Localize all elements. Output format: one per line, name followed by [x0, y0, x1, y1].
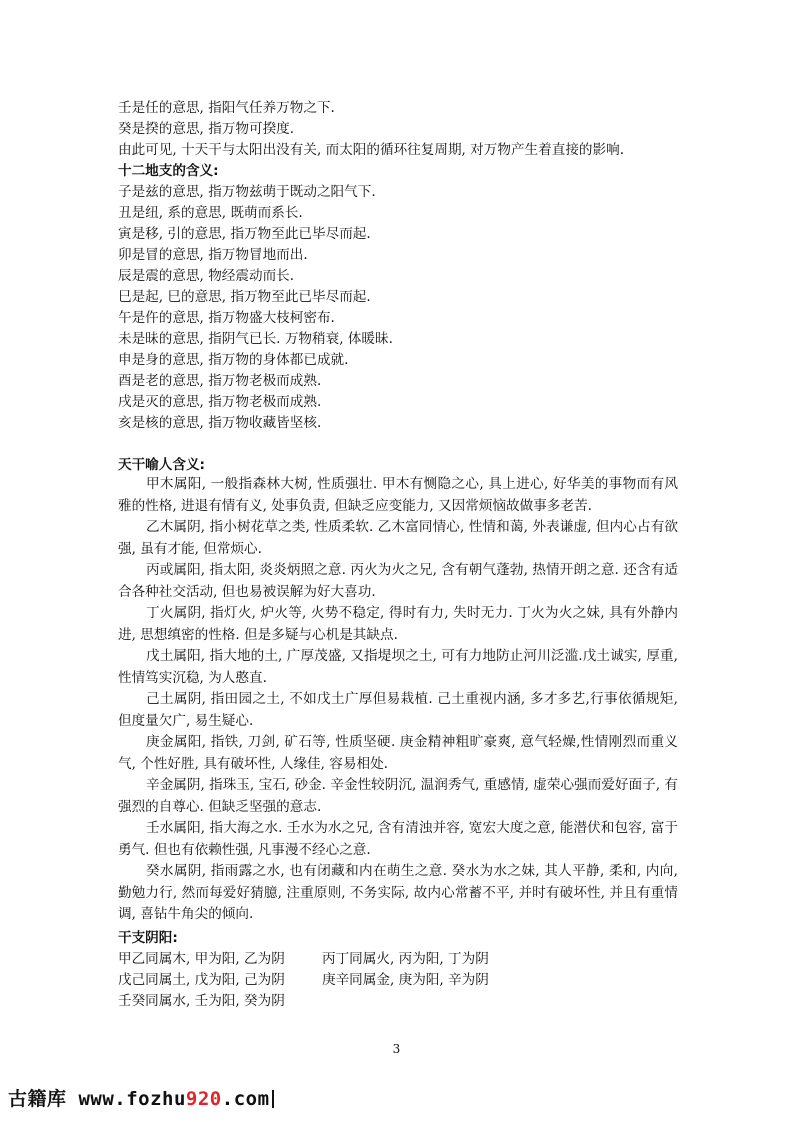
gan-paragraph-yi: 乙木属阴, 指小树花草之类, 性质柔软. 乙木富同情心, 性情和蔼, 外表谦虚, 但内心占有欲强, 虽有才能, 但常烦心.: [118, 519, 678, 557]
zhi-line: 酉是老的意思, 指万物老极而成熟.: [118, 373, 322, 389]
zhi-line: 巳是起, 巳的意思, 指万物至此已毕尽而起.: [118, 289, 371, 305]
zhi-line: 子是兹的意思, 指万物兹萌于既动之阳气下.: [118, 184, 376, 200]
zhi-line: 未是昧的意思, 指阴气已长. 万物稍衰, 体暖昧.: [118, 331, 393, 347]
gan-paragraph-jia: 甲木属阳, 一般指森林大树, 性质强壮. 甲木有恻隐之心, 具上进心, 好华美的事物而有风雅的性格, 进退有情有义, 处事负责, 但缺乏应变能力, 又因常烦恼故做事多老苦.: [118, 476, 678, 514]
yinyang-left-line: 甲乙同属木, 甲为阳, 乙为阴: [118, 951, 285, 967]
text-line: 癸是揆的意思, 指万物可揆度.: [118, 121, 295, 137]
zhi-line: 丑是纽, 系的意思, 既萌而系长.: [118, 205, 303, 221]
text-line: 壬是任的意思, 指阳气任养万物之下.: [118, 100, 335, 116]
gan-paragraph-xin: 辛金属阴, 指珠玉, 宝石, 砂金. 辛金性较阴沉, 温润秀气, 重感情, 虚荣心强而爱好面子, 有强烈的自尊心. 但缺乏坚强的意志.: [118, 777, 678, 815]
page-number: 3: [392, 1042, 401, 1056]
watermark-url-number: 920: [185, 1088, 222, 1110]
section-heading-zhi: 十二地支的含义:: [118, 163, 219, 179]
gan-paragraph-geng: 庚金属阳, 指铁, 刀剑, 矿石等, 性质坚硬. 庚金精神粗旷豪爽, 意气轻燥,性情刚烈而重义气, 个性好胜, 具有破坏性, 人缘佳, 容易相处.: [118, 734, 678, 772]
gan-paragraph-gui: 癸水属阴, 指雨露之水, 也有闭藏和内在萌生之意. 癸水为水之妹, 其人平静, 柔和, 内向, 勤勉力行, 然而每爱好猜臆, 注重原则, 不务实际, 故内心常蓄不平, 并时有破坏性, 并且有重情调, 喜钻牛角尖的倾向.: [118, 863, 678, 923]
zhi-line: 辰是震的意思, 物经震动而长.: [118, 268, 295, 284]
gan-paragraph-bing: 丙或属阳, 指太阳, 炎炎炳照之意. 丙火为火之兄, 含有朝气蓬勃, 热情开朗之意. 还含有适合各种社交活动, 但也易被误解为好大喜功.: [118, 562, 678, 600]
zhi-line: 寅是移, 引的意思, 指万物至此已毕尽而起.: [118, 226, 371, 242]
watermark-bar-mark: [272, 1090, 274, 1108]
section-heading-yinyang: 干支阴阳:: [118, 930, 178, 946]
zhi-line: 午是仵的意思, 指万物盛大枝柯密布.: [118, 310, 335, 326]
watermark-banner: [8, 1084, 274, 1111]
yinyang-left-line: 戊己同属土, 戊为阳, 己为阴: [118, 972, 285, 988]
yinyang-left-line: 壬癸同属水, 壬为阳, 癸为阴: [118, 993, 285, 1009]
gan-paragraph-ding: 丁火属阴, 指灯火, 炉火等, 火势不稳定, 得时有力, 失时无力. 丁火为火之妹, 具有外静内进, 思想缜密的性格. 但是多疑与心机是其缺点.: [118, 605, 678, 643]
watermark-url-prefix: www.fozhu: [78, 1088, 186, 1110]
yinyang-right-line: 丙丁同属火, 丙为阳, 丁为阴: [322, 951, 489, 967]
gan-paragraph-ji: 己土属阴, 指田园之土, 不如戊土广厚但易栽植. 己土重视内涵, 多才多艺,行事依循规矩, 但度量欠广, 易生疑心.: [118, 691, 678, 729]
zhi-line: 申是身的意思, 指万物的身体都已成就.: [118, 352, 349, 368]
gan-paragraph-ren: 壬水属阳, 指大海之水. 壬水为水之兄, 含有清浊并容, 宽宏大度之意, 能潜伏和包容, 富于勇气. 但也有依赖性强, 凡事漫不经心之意.: [118, 820, 678, 858]
section-heading-gan: 天干喻人含义:: [118, 457, 205, 473]
watermark-url-suffix: .com: [221, 1088, 270, 1110]
text-line: 由此可见, 十天干与太阳出没有关, 而太阳的循环往复周期, 对万物产生着直接的影响.: [118, 142, 625, 158]
gan-paragraph-wu: 戊土属阳, 指大地的土, 广厚茂盛, 又指堤坝之土, 可有力地防止河川泛滥.戊土诚实, 厚重, 性情笃实沉稳, 为人憨直.: [118, 648, 678, 686]
zhi-line: 卯是冒的意思, 指万物冒地而出.: [118, 247, 308, 263]
zhi-line: 亥是核的意思, 指万物收藏皆坚核.: [118, 415, 322, 431]
yinyang-right-line: 庚辛同属金, 庚为阳, 辛为阴: [322, 972, 489, 988]
watermark-cn: 古籍库: [8, 1088, 67, 1110]
zhi-line: 戌是灭的意思, 指万物老极而成熟.: [118, 394, 322, 410]
